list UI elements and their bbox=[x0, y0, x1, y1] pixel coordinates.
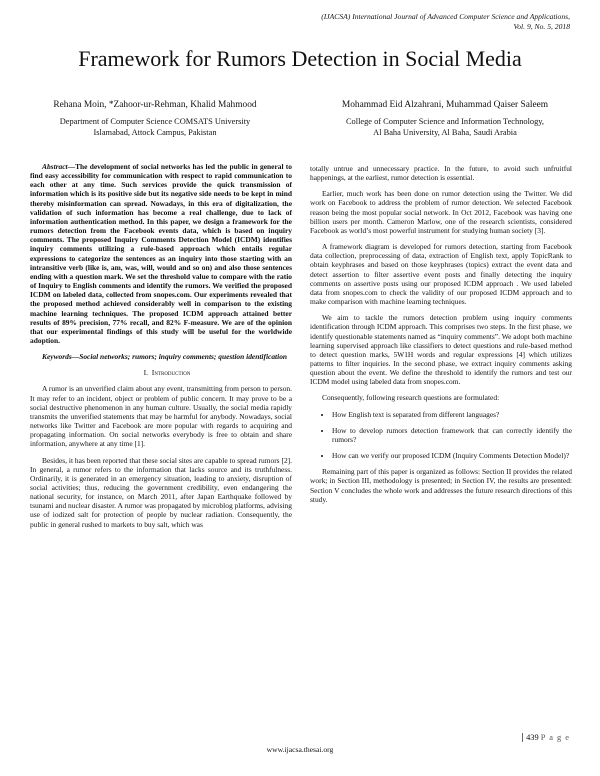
paper-title: Framework for Rumors Detection in Social Media bbox=[78, 46, 522, 71]
intro-paragraph-6: Consequently, following research questions are formulated: bbox=[322, 393, 500, 403]
author-names-right: Mohammad Eid Alzahrani, Muhammad Qaiser Saleem bbox=[341, 100, 549, 110]
journal-header bbox=[210, 12, 570, 31]
continued-paragraph: totally untrue and unnecessary practice. In the future, to avoid such unfruitful happenings, at the earliest, rumor detection is essential. bbox=[310, 164, 572, 183]
research-question: • How can we verify our proposed ICDM (Inquiry Comments Detection Model)? bbox=[332, 451, 572, 460]
intro-paragraph-2: Besides, it has been reported that these social sites are capable to spread rumors [2]. In general, a rumor refers to the information that lacks source and its truthfulness. Ordinarily, it is generated in an emergency situation, leading to anxiety, disruption of social activities; thus, reducing the government credibility, even endangering the national security, for instance, on March 2011, after Japan Earthquake followed by tsunami and nuclear disaster. A rumor was propagated by microblog platforms, advising use of iodized salt for protection of people by nuclear radiation. Consequently, the public in general rushed to markets to buy salt, which was bbox=[30, 455, 292, 529]
author-names-left: Rehana Moin, *Zahoor-ur-Rehman, Khalid Mahmood bbox=[53, 100, 257, 110]
abstract-label: Abstract bbox=[42, 162, 68, 171]
page-number-block bbox=[522, 733, 570, 742]
intro-paragraph-4: A framework diagram is developed for rumors detection, starting from Facebook data collection, preprocessing of data, extraction of English text, apply TopicRank to obtain keyphrases and based on those keyphrases (topics) extract the event data and detect assertion to filter assertive event posts and finally detecting the inquiry comments on assertive posts using our proposed ICDM approach . We used labeled data from snopes.com to check the validity of our proposed ICDM approach and to make comparison with machine learning techniques. bbox=[310, 242, 572, 307]
footer-url: www.ijacsa.thesai.org bbox=[266, 745, 334, 754]
page-label: P a g e bbox=[540, 733, 570, 742]
intro-paragraph-3: Earlier, much work has been done on rumor detection using the Twitter. We did work on Facebook to address the problem of rumor detection. We selected Facebook reason being the most popular social network. In Oct 2012, Facebook was having one billion users per month. Cameron Marlow, one of the research scientists, considered Facebook as world’s most powerful instrument for studying human society [3]. bbox=[310, 189, 572, 235]
section-heading bbox=[30, 368, 292, 377]
left-column bbox=[30, 162, 292, 536]
research-question: • How English text is separated from different languages? bbox=[332, 410, 572, 419]
intro-paragraph-7: Remaining part of this paper is organized as follows: Section II provides the related work; in Section III, methodology is presented; in Section IV, the results are presented: Section V concludes the whole work and addresses the future research directions of this study. bbox=[310, 467, 572, 504]
research-questions-list bbox=[310, 410, 572, 461]
keywords: Keywords—Social networks; rumors; inquiry comments; question identification bbox=[42, 352, 288, 362]
section-title: Introduction bbox=[151, 368, 191, 378]
department-left: Department of Computer Science COMSATS University bbox=[59, 117, 251, 126]
institution-right: Al Baha University, Al Baha, Saudi Arabia bbox=[373, 128, 517, 137]
affiliation-right bbox=[300, 100, 590, 138]
intro-paragraph-5: We aim to tackle the rumors detection problem using inquiry comments identification through ICDM approach. This comprises two steps. In the first phase, we identify questionable statements named as “inquiry comments”. We adopt both machine learning supervised approach like classifiers to detect questions and rule-based method to detect question marks, 5W1H words and regular expressions [4] which utilizes patterns to filter inquiries. In the second phase, we extract inquiry comments asking question about the event. We define the threshold to identify the rumors and test our ICDM model using labeled data from snopes.com. bbox=[310, 313, 572, 387]
research-question: • How to develop rumors detection framework that can correctly identify the rumors? bbox=[332, 426, 572, 444]
abstract-text: —The development of social networks has led the public in general to find easy accessibility for communication with respect to rapid communication to each other at any time. Such services provide the quick transmission of information which is its positive side but its negative side needs to be kept in mind thereby misinformation can spread. Nowadays, in this era of digitalization, the validation of such information has become a real challenge, due to lack of information authentication method. In this paper, we design a framework for the rumors detection from the Facebook events data, which is based on inquiry comments. The proposed Inquiry Comments Detection Model (ICDM) identifies inquiry comments utilizing a rule-based approach which entails regular expressions to categorize the sentences as an inquiry into those starting with an intransitive verb (like is, am, was, will, would and so on) and also those sentences ending with a question mark. We set the threshold value to compare with the ratio of Inquiry to English comments and identify the rumors. We verified the proposed ICDM on labeled data, collected from snopes.com. Our experiments revealed that the proposed method achieved considerably well in comparison to the existing machine learning techniques. The proposed ICDM approach attained better results of 89% precision, 77% recall, and 82% F-measure. We are of the opinion that our experimental findings of this study will be useful for the worldwide adoption. bbox=[30, 162, 292, 345]
institution-left: Islamabad, Attock Campus, Pakistan bbox=[93, 128, 217, 137]
affiliation-left bbox=[20, 100, 290, 138]
journal-volume: Vol. 9, No. 5, 2018 bbox=[513, 21, 570, 31]
journal-name: (IJACSA) International Journal of Advanced Computer Science and Applications, bbox=[321, 12, 570, 21]
section-number: I. bbox=[143, 368, 148, 378]
right-column bbox=[310, 164, 572, 511]
intro-paragraph-1: A rumor is an unverified claim about any event, transmitting from person to person. It may refer to an incident, object or problem of public concern. It may prove to be a social destructive phenomenon in any human culture. Usually, the social media rapidly transmits the unverified statements that may be harmful for anybody. Nowadays, social networks like Twitter and Facebook are more popular with regards to acquiring and propagating information. On social networks everybody is free to obtain and share information, anywhere at any time [1]. bbox=[30, 384, 292, 449]
abstract bbox=[30, 162, 292, 345]
page-number: 439 bbox=[526, 733, 539, 742]
department-right: College of Computer Science and Information Technology, bbox=[345, 117, 545, 126]
